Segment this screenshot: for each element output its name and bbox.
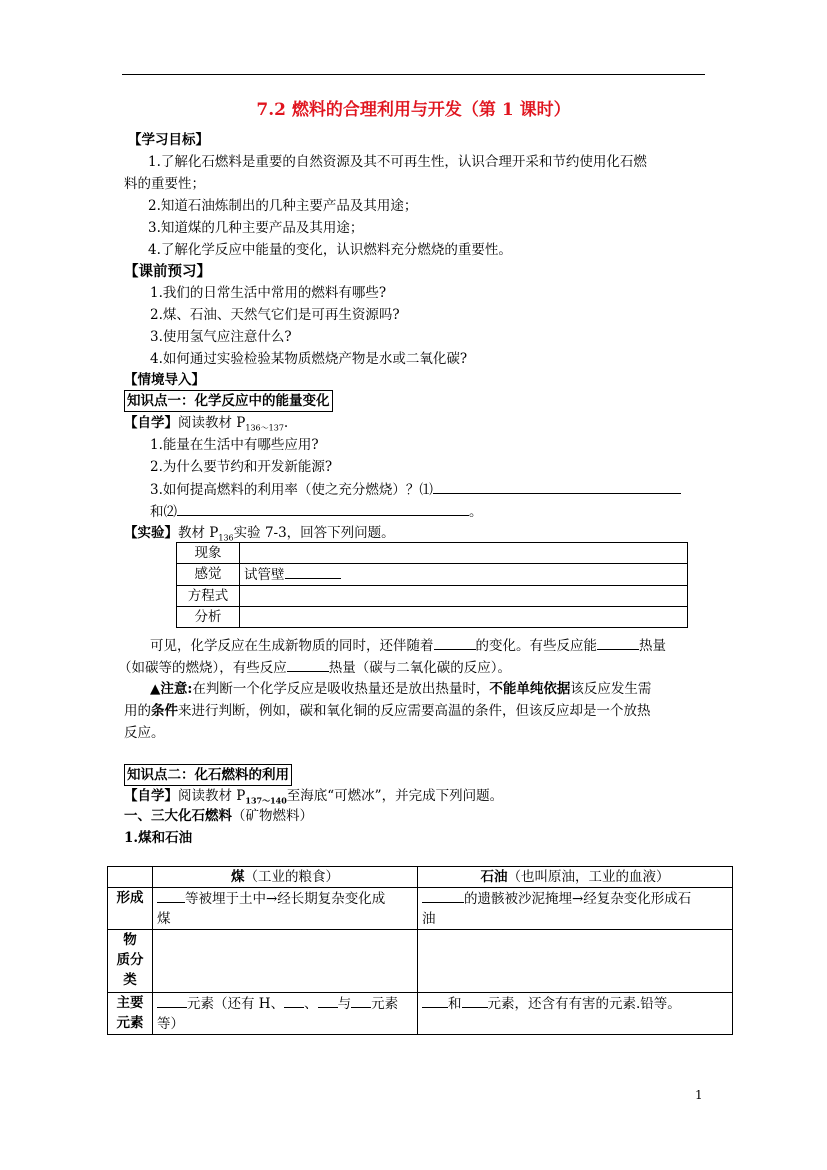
section-heading-goals: 【学习目标】 — [128, 132, 209, 148]
label-part: 质分 — [116, 952, 144, 968]
table-cell-coal-classification[interactable] — [153, 930, 418, 993]
coal-elements-text: 、 — [304, 996, 318, 1012]
table-cell-label: 现象 — [177, 543, 240, 564]
answer-blank[interactable] — [284, 993, 304, 1008]
self-study-pages: 136～137 — [245, 423, 284, 433]
goal-3: 3.知道煤的几种主要产品及其用途； — [148, 220, 364, 236]
table-cell-label: 感觉 — [177, 564, 240, 586]
conclusion-text: （如碳等的燃烧），有些反应 — [118, 660, 287, 676]
label-part: 元素 — [116, 1015, 144, 1031]
goal-1: 1.了解化石燃料是重要的自然资源及其不可再生性，认识合理开采和节约使用化石燃 — [148, 154, 647, 170]
conclusion-text: 热量 — [639, 638, 666, 654]
self-study-label: 【自学】 — [124, 415, 178, 431]
coal-elements-text: 与 — [337, 996, 352, 1012]
knowledge-point-2: 知识点二：化石燃料的利用 — [124, 764, 292, 786]
note-label: ▲注意: — [150, 681, 193, 697]
knowledge-point-1: 知识点一：化学反应中的能量变化 — [124, 390, 333, 412]
heading-fossil-fuels — [124, 806, 313, 826]
table-cell-label: 分析 — [177, 607, 240, 628]
heading-text: 一、三大化石燃料 — [124, 808, 232, 824]
self-study-text: 阅读教材 P — [178, 788, 246, 804]
goal-2: 2.知道石油炼制出的几种主要产品及其用途； — [148, 198, 418, 214]
experiment-page: 136 — [218, 533, 234, 543]
preview-q3: 3.使用氢气应注意什么? — [150, 329, 292, 345]
row-label-classification — [108, 930, 153, 993]
table-row — [108, 867, 733, 888]
answer-blank[interactable] — [597, 635, 639, 650]
oil-formation-text-2: 油 — [422, 911, 436, 927]
answer-blank[interactable] — [462, 993, 488, 1008]
oil-note: （也叫原油，工业的血液） — [507, 869, 670, 885]
kp1-q3 — [150, 479, 681, 500]
conclusion-text: 可见，化学反应在生成新物质的同时，还伴随着 — [150, 638, 434, 654]
self-study-label: 【自学】 — [124, 788, 178, 804]
oil-label: 石油 — [480, 869, 508, 885]
coal-formation-text-2: 煤 — [157, 911, 171, 927]
table-cell-coal-formation[interactable] — [153, 888, 418, 930]
answer-blank[interactable] — [351, 993, 371, 1008]
label-part: 物 — [123, 932, 137, 948]
table-cell-oil-classification[interactable] — [418, 930, 733, 993]
table-cell-answer[interactable] — [240, 586, 688, 607]
answer-blank[interactable] — [422, 888, 464, 903]
answer-blank[interactable] — [285, 564, 341, 579]
answer-blank[interactable] — [287, 657, 329, 672]
coal-label: 煤 — [231, 869, 245, 885]
preview-q2: 2.煤、石油、天然气它们是可再生资源吗? — [150, 307, 400, 323]
note-text: 来进行判断，例如，碳和氧化铜的反应需要高温的条件，但该反应却是一个放热 — [178, 703, 651, 719]
tube-wall-label: 试管壁 — [244, 567, 285, 583]
table-row — [177, 543, 688, 564]
coal-elements-text: 元素（还有 H、 — [187, 996, 285, 1012]
kp1-q3-end: 。 — [469, 504, 483, 520]
table-cell-oil-formation[interactable] — [418, 888, 733, 930]
table-cell-answer[interactable] — [240, 607, 688, 628]
experiment-table — [176, 542, 688, 628]
page-title: 7.2 燃料的合理利用与开发（第 1 课时） — [256, 100, 571, 120]
kp1-q3-cont — [150, 501, 483, 522]
coal-formation-text: 等被埋于土中→经长期复杂变化成 — [185, 891, 386, 907]
fuel-table — [107, 866, 733, 1035]
kp1-q3-text: 3.如何提高燃料的利用率（使之充分燃烧）？⑴ — [150, 482, 433, 498]
kp1-q2: 2.为什么要节约和开发新能源? — [150, 459, 333, 475]
self-study-text: 至海底“可燃冰”，并完成下列问题。 — [286, 788, 504, 804]
answer-blank[interactable] — [318, 993, 338, 1008]
coal-note: （工业的粮食） — [244, 869, 339, 885]
label-part: 主要 — [116, 995, 144, 1011]
oil-formation-text: 的遗骸被沙泥掩埋→经复杂变化形成石 — [464, 891, 692, 907]
answer-blank[interactable] — [434, 635, 476, 650]
conclusion-text: 的变化。有些反应能 — [475, 638, 597, 654]
kp1-q3b-text: 和⑵ — [150, 504, 177, 520]
table-row — [108, 930, 733, 993]
self-study-text: 阅读教材 P — [178, 415, 246, 431]
experiment-label: 【实验】 — [124, 525, 178, 541]
table-row — [177, 564, 688, 586]
oil-elements-text: 和 — [448, 996, 462, 1012]
table-row — [177, 607, 688, 628]
note-text: 用的 — [124, 703, 151, 719]
table-cell-answer[interactable] — [240, 564, 688, 586]
experiment-text-2: 实验 7-3，回答下列问题。 — [233, 525, 395, 541]
note-line-3: 反应。 — [124, 725, 165, 741]
self-study-pages: 137～140 — [245, 795, 287, 806]
self-study-end: . — [283, 415, 289, 431]
section-heading-intro: 【情境导入】 — [124, 372, 205, 388]
answer-blank[interactable] — [157, 888, 185, 903]
table-cell-answer[interactable] — [240, 543, 688, 564]
table-cell-oil-elements[interactable] — [418, 993, 733, 1035]
table-row — [108, 888, 733, 930]
preview-q4: 4.如何通过实验检验某物质燃烧产物是水或二氧化碳? — [150, 351, 468, 367]
heading-coal-oil: 1.煤和石油 — [124, 830, 193, 846]
kp1-q1: 1.能量在生活中有哪些应用? — [150, 437, 319, 453]
note-line-2 — [124, 701, 651, 721]
note-text: 在判断一个化学反应是吸收热量还是放出热量时， — [192, 681, 490, 697]
note-emphasis: 条件 — [151, 703, 178, 719]
goal-4: 4.了解化学反应中能量的变化，认识燃料充分燃烧的重要性。 — [148, 242, 512, 258]
table-header-empty — [108, 867, 153, 888]
row-label-elements — [108, 993, 153, 1035]
note-text: 该反应发生需 — [570, 681, 652, 697]
table-row — [177, 586, 688, 607]
conclusion-line-1 — [150, 635, 666, 656]
experiment-text: 教材 P — [178, 525, 219, 541]
header-rule — [122, 74, 705, 75]
conclusion-text: 热量（碳与二氧化碳的反应）。 — [328, 660, 511, 676]
table-cell-coal-elements[interactable] — [153, 993, 418, 1035]
heading-note: （矿物燃料） — [232, 808, 313, 824]
label-part: 类 — [123, 972, 137, 988]
page-number: 1 — [695, 1088, 703, 1102]
table-cell-label: 方程式 — [177, 586, 240, 607]
note-line-1 — [150, 679, 651, 699]
table-header-oil — [418, 867, 733, 888]
answer-blank[interactable] — [422, 993, 448, 1008]
answer-blank[interactable] — [433, 479, 681, 494]
answer-blank[interactable] — [157, 993, 187, 1008]
coal-elements-text-2: 等） — [157, 1016, 184, 1032]
note-emphasis: 不能单纯依据 — [489, 681, 571, 697]
table-row — [108, 993, 733, 1035]
preview-q1: 1.我们的日常生活中常用的燃料有哪些? — [150, 285, 387, 301]
goal-1-cont: 料的重要性； — [124, 176, 205, 192]
table-header-coal — [153, 867, 418, 888]
conclusion-line-2 — [118, 657, 511, 678]
oil-elements-text: 元素，还含有有害的元素.铅等。 — [487, 996, 681, 1012]
coal-elements-text: 元素 — [371, 996, 399, 1012]
answer-blank[interactable] — [177, 501, 469, 516]
row-label-formation: 形成 — [108, 888, 153, 930]
section-heading-preview: 【课前预习】 — [124, 263, 211, 280]
